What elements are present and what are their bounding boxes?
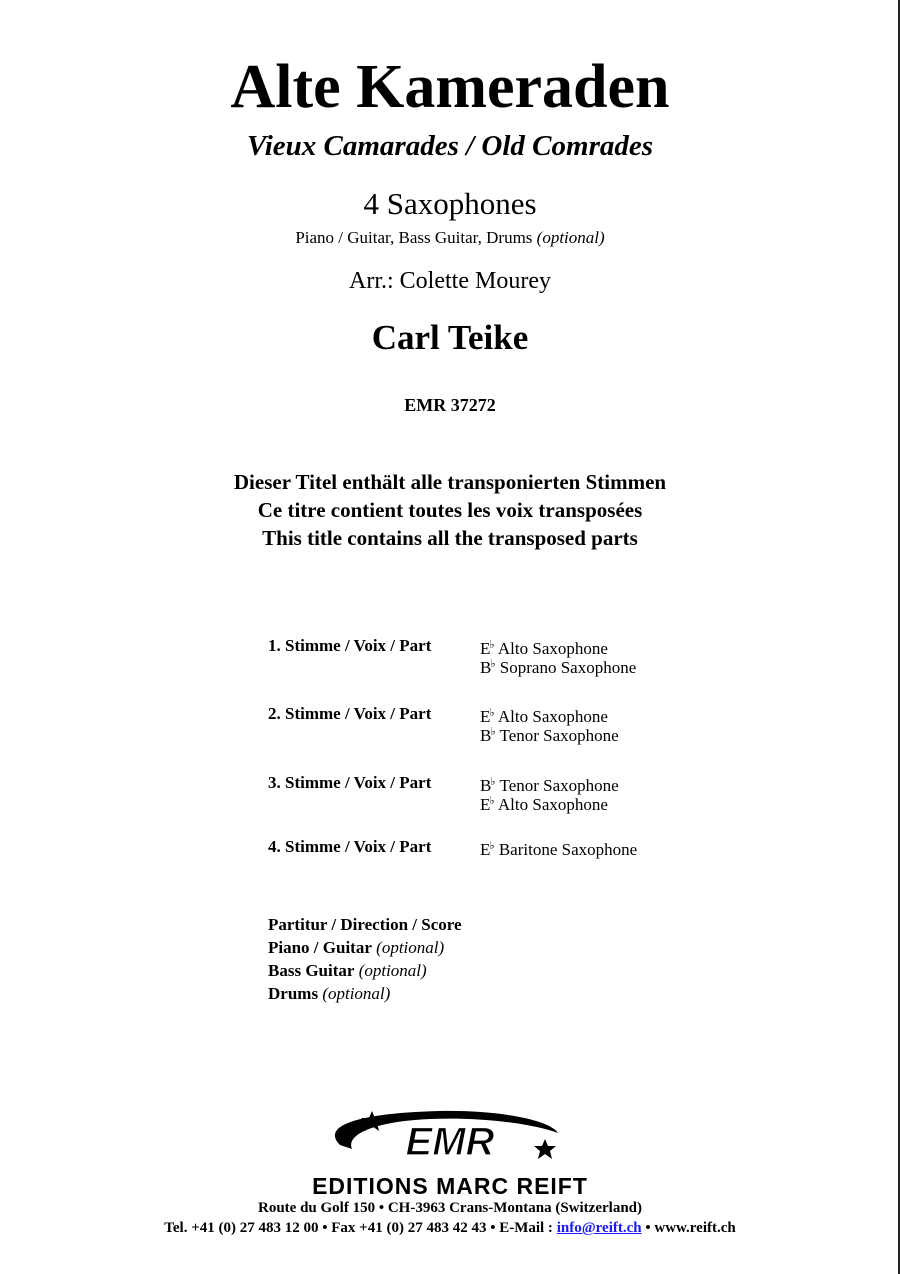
part-instrument bbox=[480, 837, 638, 859]
instrument-name: Baritone Saxophone bbox=[498, 840, 638, 859]
flat-symbol: ♭ bbox=[489, 707, 495, 719]
composer: Carl Teike bbox=[371, 318, 529, 357]
logo-text: EMR bbox=[405, 1120, 495, 1164]
part-label: 4. Stimme / Voix / Part bbox=[268, 837, 432, 856]
part-instruments bbox=[480, 773, 619, 814]
logo-star-right bbox=[534, 1139, 556, 1159]
part-instrument bbox=[480, 636, 636, 658]
key-letter: B bbox=[480, 776, 492, 795]
catalog-code: EMR 37272 bbox=[404, 395, 496, 415]
key-letter: B bbox=[480, 726, 492, 745]
key-letter: E bbox=[480, 795, 491, 814]
part-label: 2. Stimme / Voix / Part bbox=[268, 704, 432, 723]
instrument-name: Tenor Saxophone bbox=[499, 726, 619, 745]
flat-symbol: ♭ bbox=[490, 726, 496, 738]
extra-name: Bass Guitar bbox=[268, 961, 355, 980]
email-link[interactable]: info@reift.ch bbox=[556, 1220, 642, 1236]
contact-suffix: • www.reift.ch bbox=[641, 1220, 736, 1236]
extra-name: Partitur / Direction / Score bbox=[268, 915, 462, 934]
emr-logo bbox=[300, 1105, 600, 1170]
flat-symbol: ♭ bbox=[490, 658, 496, 670]
list-item bbox=[268, 982, 462, 1005]
notice-line-fr: Ce titre contient toutes les voix transposées bbox=[257, 498, 643, 522]
part-instruments bbox=[480, 837, 638, 859]
accompaniment bbox=[0, 227, 900, 249]
accompaniment-text: Piano / Guitar, Bass Guitar, Drums bbox=[295, 228, 533, 247]
publisher-address: Route du Golf 150 • CH-3963 Crans-Montana (Switzerland) bbox=[258, 1200, 642, 1216]
instrument-name: Tenor Saxophone bbox=[499, 776, 619, 795]
extras-list bbox=[268, 913, 462, 1005]
extra-name: Drums bbox=[268, 984, 319, 1003]
list-item bbox=[268, 913, 462, 936]
flat-symbol: ♭ bbox=[490, 776, 496, 788]
page-subtitle: Vieux Camarades / Old Comrades bbox=[246, 130, 654, 162]
key-letter: E bbox=[480, 639, 491, 658]
key-letter: B bbox=[480, 658, 492, 677]
key-letter: E bbox=[480, 707, 491, 726]
accompaniment-optional: (optional) bbox=[536, 228, 605, 247]
list-item bbox=[268, 959, 462, 982]
part-label: 1. Stimme / Voix / Part bbox=[268, 636, 432, 655]
extra-optional: (optional) bbox=[376, 938, 445, 957]
publisher-contact bbox=[0, 1218, 900, 1238]
contact-prefix: Tel. +41 (0) 27 483 12 00 • Fax +41 (0) 27 483 42 43 • E-Mail : bbox=[164, 1220, 557, 1236]
instrument-name: Alto Saxophone bbox=[497, 795, 608, 814]
part-instrument bbox=[480, 792, 619, 814]
part-instrument bbox=[480, 773, 619, 795]
part-instrument bbox=[480, 723, 619, 745]
page-title: Alte Kameraden bbox=[230, 53, 670, 121]
part-instrument bbox=[480, 655, 637, 677]
instrumentation: 4 Saxophones bbox=[363, 186, 537, 221]
notice-line-de: Dieser Titel enthält alle transponierten Stimmen bbox=[233, 470, 667, 494]
flat-symbol: ♭ bbox=[489, 795, 495, 807]
publisher-name: EDITIONS MARC REIFT bbox=[312, 1173, 588, 1199]
flat-symbol: ♭ bbox=[489, 639, 495, 651]
part-label: 3. Stimme / Voix / Part bbox=[268, 773, 432, 792]
instrument-name: Alto Saxophone bbox=[497, 639, 608, 658]
list-item bbox=[268, 936, 462, 959]
part-instruments bbox=[480, 636, 637, 677]
instrument-name: Soprano Saxophone bbox=[499, 658, 637, 677]
flat-symbol: ♭ bbox=[489, 840, 495, 852]
extra-name: Piano / Guitar bbox=[268, 938, 372, 957]
extra-optional: (optional) bbox=[322, 984, 391, 1003]
notice-line-en: This title contains all the transposed parts bbox=[262, 526, 638, 550]
part-instruments bbox=[480, 704, 619, 745]
part-instrument bbox=[480, 704, 619, 726]
instrument-name: Alto Saxophone bbox=[497, 707, 608, 726]
key-letter: E bbox=[480, 840, 491, 859]
extra-optional: (optional) bbox=[358, 961, 427, 980]
arranger: Arr.: Colette Mourey bbox=[349, 268, 551, 294]
